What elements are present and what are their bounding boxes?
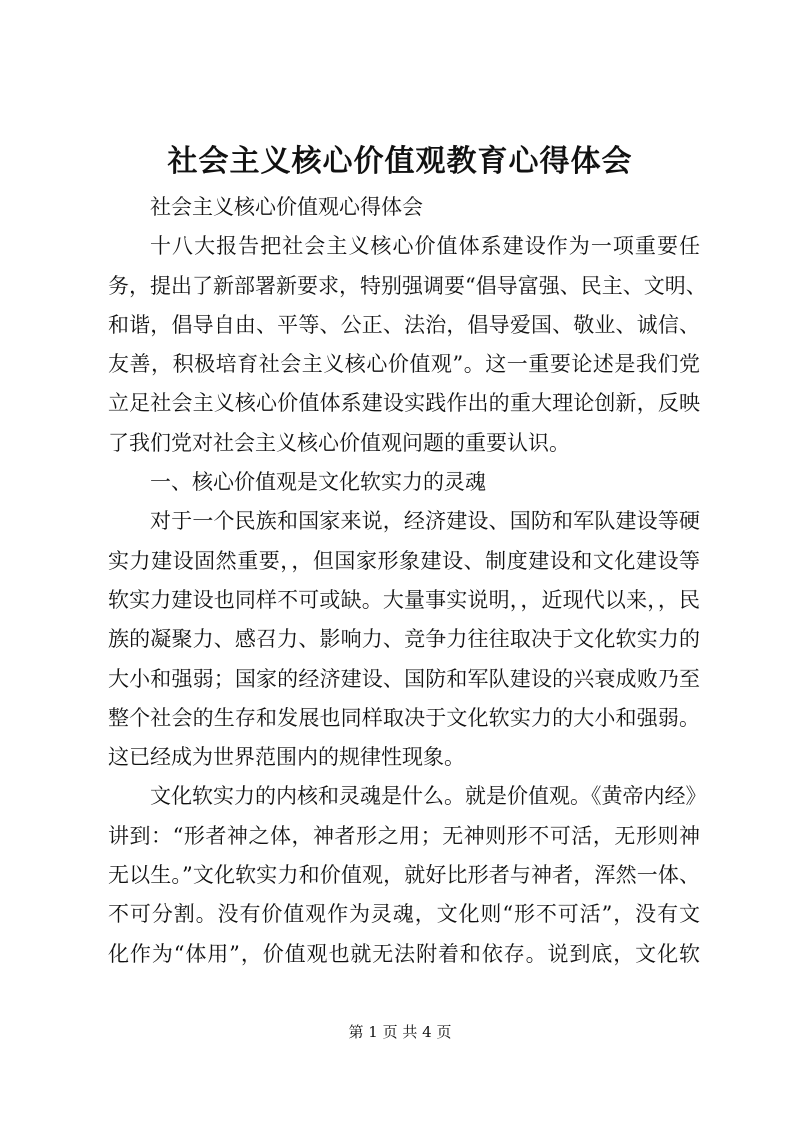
text-line: 友善，积极培育社会主义核心价值观”。这一重要论述是我们党 — [108, 352, 700, 377]
text-line: 和谐，倡导自由、平等、公正、法治，倡导爱国、敬业、诚信、 — [108, 312, 700, 337]
text-line: 十八大报告把社会主义核心价值体系建设作为一项重要任 — [150, 234, 700, 259]
text-line: 软实力建设也同样不可或缺。大量事实说明，，近现代以来，，民 — [108, 587, 700, 612]
text-line: 文化软实力的内核和灵魂是什么。就是价值观。《黄帝内经》 — [150, 784, 707, 809]
text-line: 不可分割。没有价值观作为灵魂，文化则“形不可活”，没有文 — [108, 902, 700, 927]
text-line: 族的凝聚力、感召力、影响力、竞争力往往取决于文化软实力的 — [108, 627, 700, 652]
text-line: 立足社会主义核心价值体系建设实践作出的重大理论创新，反映 — [108, 391, 700, 416]
text-line: 化作为“体用”，价值观也就无法附着和依存。说到底，文化软 — [108, 941, 700, 966]
text-line: 一、核心价值观是文化软实力的灵魂 — [150, 470, 486, 495]
page-footer: 第 1 页 共 4 页 — [348, 1023, 452, 1041]
text-line: 整个社会的生存和发展也同样取决于文化软实力的大小和强弱。 — [108, 705, 700, 730]
text-line: 讲到：“形者神之体，神者形之用；无神则形不可活，无形则神 — [108, 823, 700, 848]
text-line: 务，提出了新部署新要求，特别强调要“倡导富强、民主、文明、 — [108, 273, 707, 298]
text-line: 社会主义核心价值观心得体会 — [150, 195, 423, 219]
document-body — [108, 188, 707, 974]
text-line: 了我们党对社会主义核心价值观问题的重要认识。 — [108, 430, 570, 455]
text-line: 大小和强弱；国家的经济建设、国防和军队建设的兴衰成败乃至 — [108, 666, 700, 691]
document-title: 社会主义核心价值观教育心得体会 — [167, 144, 633, 179]
text-line: 对于一个民族和国家来说，经济建设、国防和军队建设等硬 — [150, 509, 700, 534]
text-line: 这已经成为世界范围内的规律性现象。 — [108, 745, 465, 770]
text-line: 无以生。”文化软实力和价值观，就好比形者与神者，浑然一体、 — [108, 863, 700, 888]
text-line: 实力建设固然重要，，但国家形象建设、制度建设和文化建设等 — [108, 548, 700, 573]
